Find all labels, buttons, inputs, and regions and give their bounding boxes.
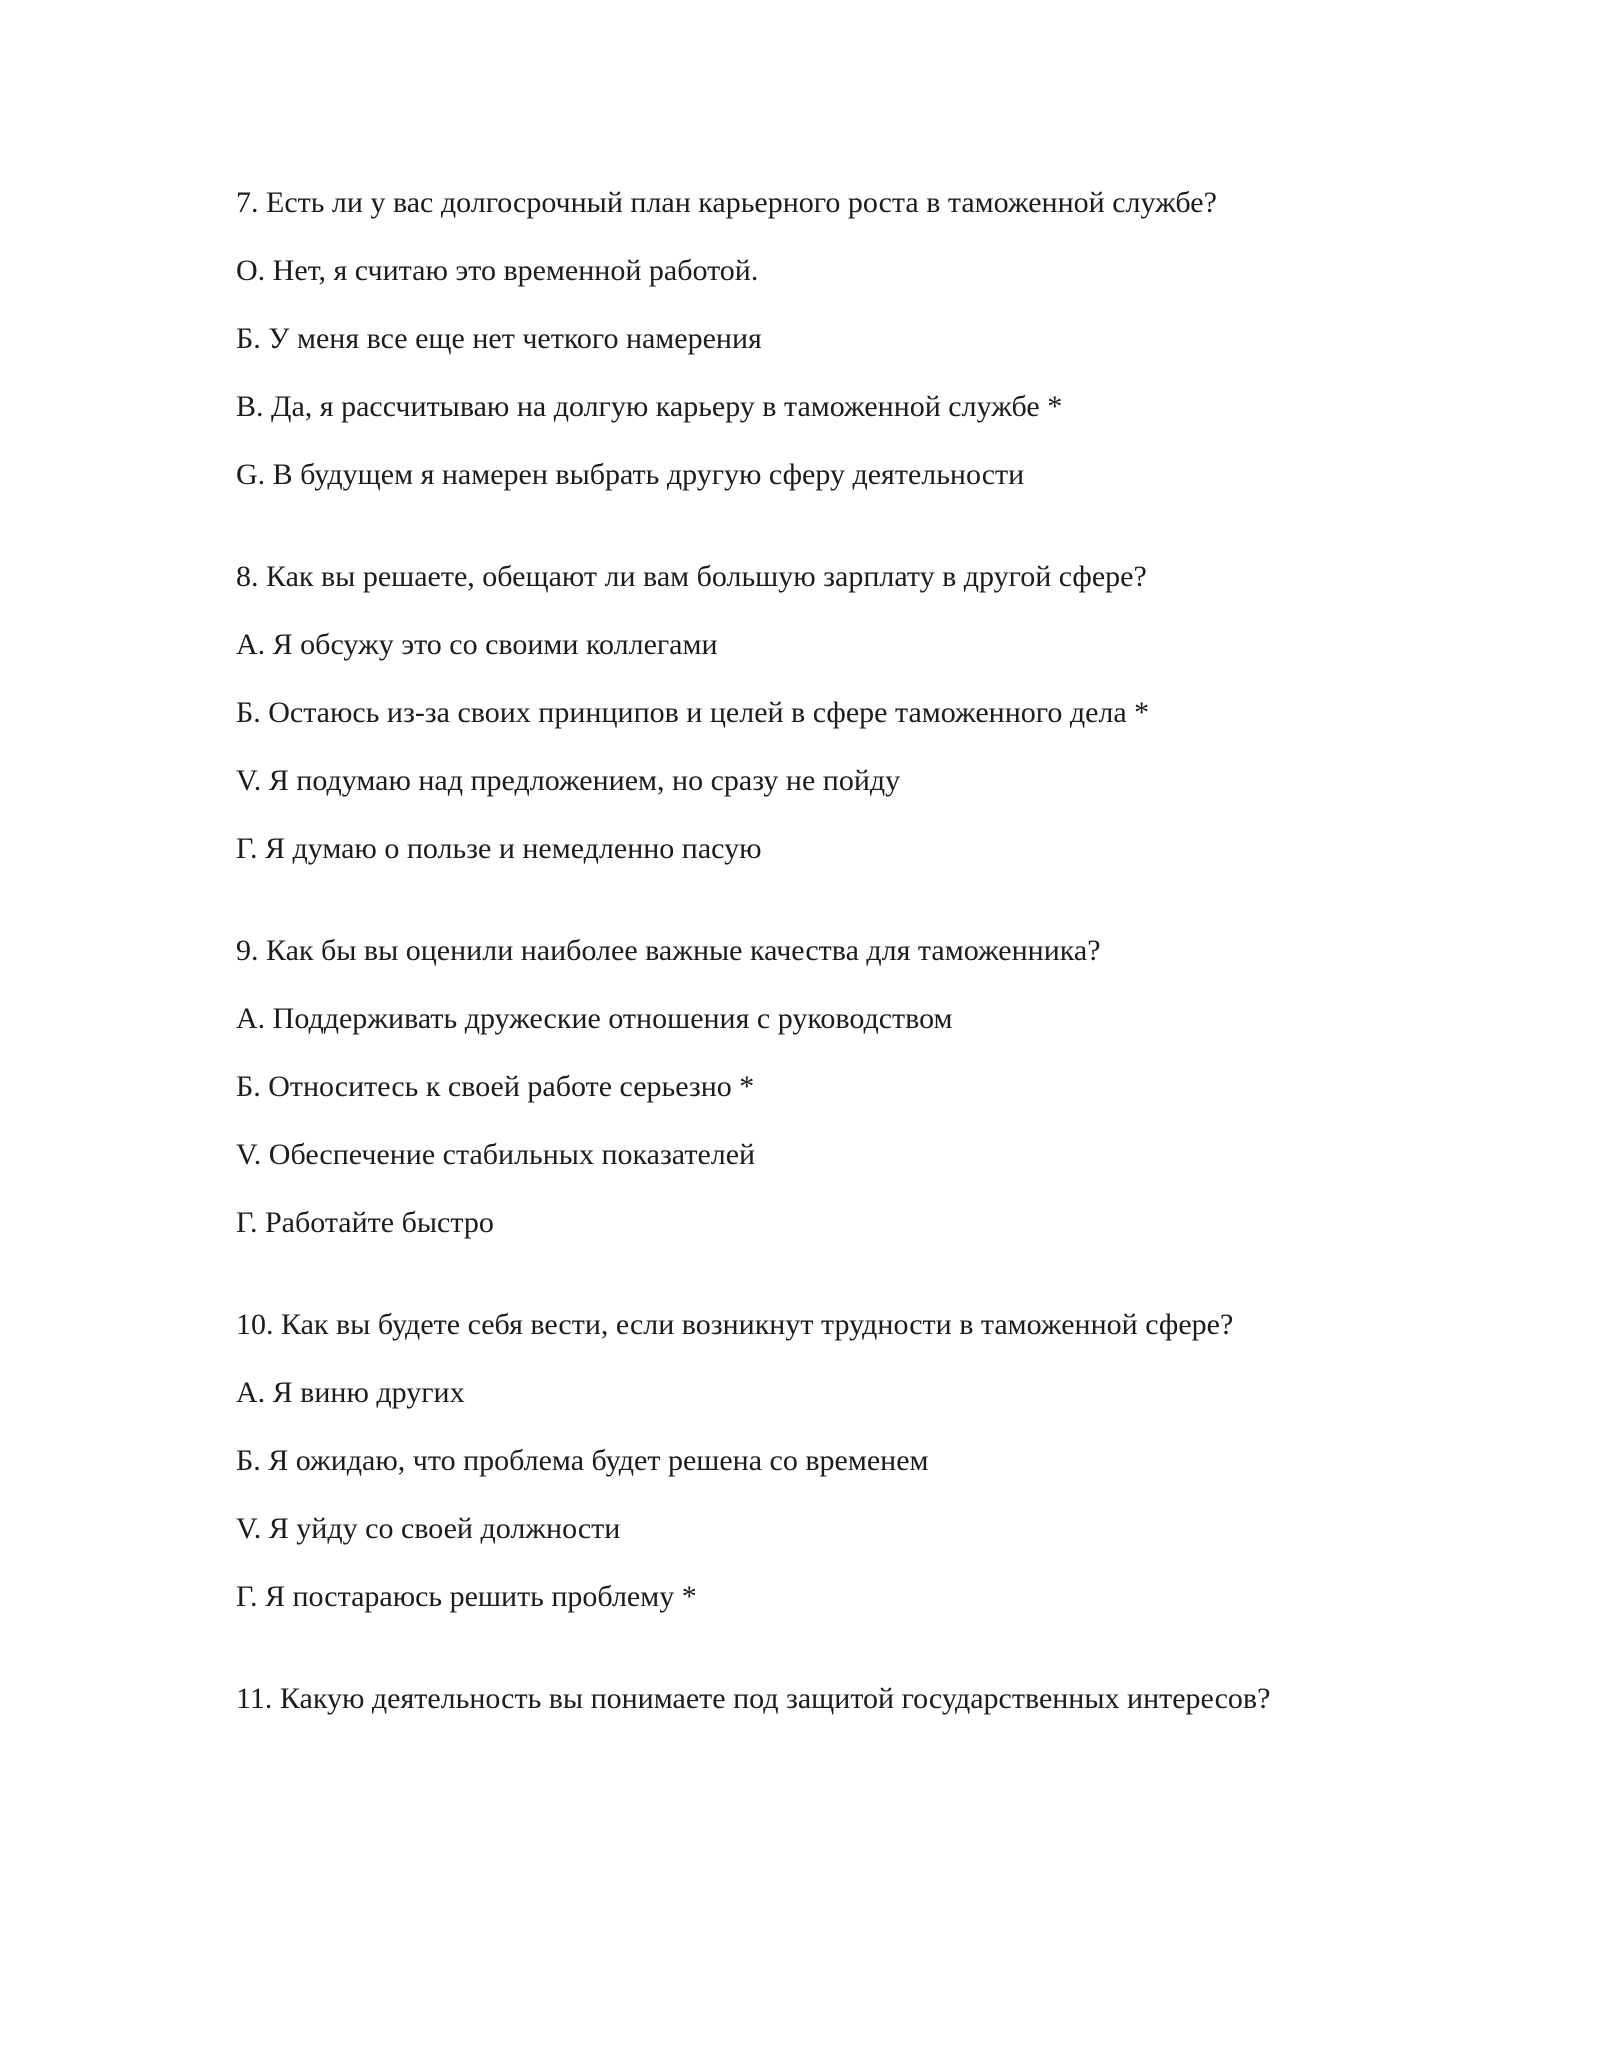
- question-text: 9. Как бы вы оценили наиболее важные качества для таможенника?: [236, 934, 1101, 967]
- answer-option: V. Я подумаю над предложением, но сразу не пойду: [236, 764, 901, 797]
- answer-option: V. Я уйду со своей должности: [236, 1512, 621, 1545]
- document-page: [236, 186, 1436, 1716]
- question-7: [236, 186, 1436, 492]
- answer-option: V. Обеспечение стабильных показателей: [236, 1138, 756, 1171]
- answer-option: В. Да, я рассчитываю на долгую карьеру в таможенной службе *: [236, 390, 1063, 423]
- answer-option: О. Нет, я считаю это временной работой.: [236, 254, 759, 287]
- question-text: 11. Какую деятельность вы понимаете под защитой государственных интересов?: [236, 1682, 1271, 1715]
- answer-option: Б. Относитесь к своей работе серьезно *: [236, 1070, 755, 1103]
- answer-option: А. Я виню других: [236, 1376, 465, 1409]
- answer-option: А. Поддерживать дружеские отношения с руководством: [236, 1002, 953, 1035]
- question-text: 10. Как вы будете себя вести, если возникнут трудности в таможенной сфере?: [236, 1308, 1234, 1341]
- answer-option: Б. У меня все еще нет четкого намерения: [236, 322, 762, 355]
- question-9: [236, 934, 1436, 1240]
- question-8: [236, 560, 1436, 866]
- question-text: 7. Есть ли у вас долгосрочный план карьерного роста в таможенной службе?: [236, 186, 1217, 219]
- answer-option: А. Я обсужу это со своими коллегами: [236, 628, 718, 661]
- answer-option: Г. Я думаю о пользе и немедленно пасую: [236, 832, 762, 865]
- answer-option: Г. Я постараюсь решить проблему *: [236, 1580, 697, 1613]
- question-10: [236, 1308, 1436, 1614]
- question-11: [236, 1682, 1436, 1716]
- answer-option: G. В будущем я намерен выбрать другую сферу деятельности: [236, 458, 1025, 491]
- answer-option: Б. Я ожидаю, что проблема будет решена со временем: [236, 1444, 929, 1477]
- question-text: 8. Как вы решаете, обещают ли вам большую зарплату в другой сфере?: [236, 560, 1147, 593]
- answer-option: Б. Остаюсь из-за своих принципов и целей в сфере таможенного дела *: [236, 696, 1150, 729]
- answer-option: Г. Работайте быстро: [236, 1206, 494, 1239]
